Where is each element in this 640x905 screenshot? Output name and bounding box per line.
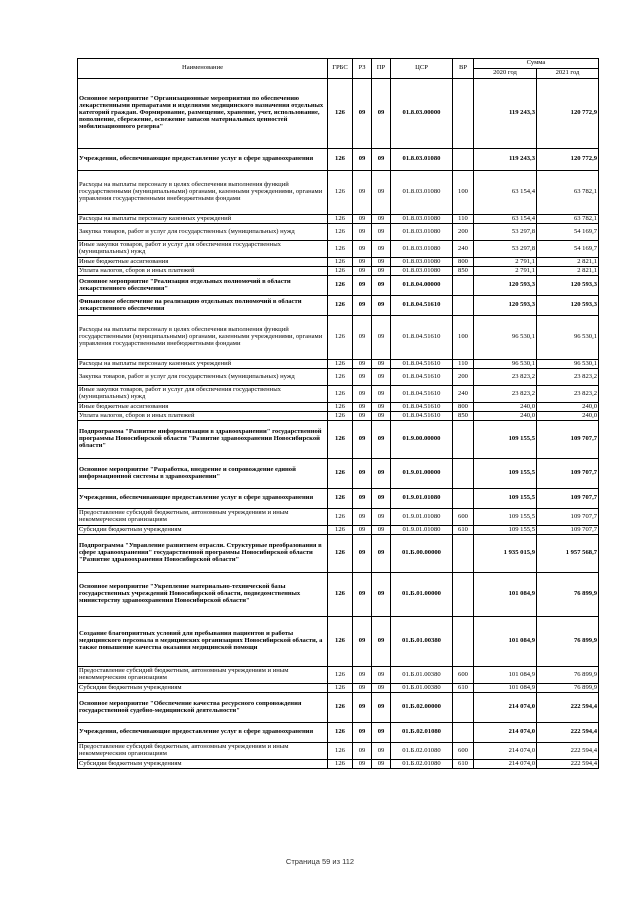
row-rz: 09: [353, 258, 372, 267]
row-csr: 01.8.03.01080: [391, 215, 453, 224]
row-grbs: 126: [328, 535, 353, 573]
row-rz: 09: [353, 241, 372, 258]
row-grbs: 126: [328, 489, 353, 509]
row-rz: 09: [353, 667, 372, 684]
row-amount-2021: 109 707,7: [537, 526, 599, 535]
row-vr: 800: [453, 403, 474, 412]
row-amount-2021: 2 821,1: [537, 258, 599, 267]
row-grbs: 126: [328, 617, 353, 667]
row-vr: [453, 573, 474, 617]
table-row: [78, 573, 599, 617]
row-amount-2020: 23 823,2: [474, 369, 537, 386]
row-pr: 09: [372, 509, 391, 526]
row-rz: 09: [353, 224, 372, 241]
row-csr: 01.8.03.00000: [391, 79, 453, 149]
row-vr: [453, 421, 474, 459]
row-vr: 600: [453, 509, 474, 526]
row-pr: 09: [372, 369, 391, 386]
table-row: [78, 723, 599, 743]
row-amount-2020: 2 791,1: [474, 258, 537, 267]
row-name: Расходы на выплаты персоналу в целях обеспечения выполнения функций государственными (муниципальными) органами, казенными учреждениями, органами управления государственными внебюджетными фондами: [78, 316, 328, 360]
row-pr: 09: [372, 743, 391, 760]
table-row: [78, 296, 599, 316]
row-pr: 09: [372, 267, 391, 276]
row-vr: 610: [453, 760, 474, 769]
header-year-2020: 2020 год: [474, 69, 537, 79]
row-name: Иные бюджетные ассигнования: [78, 258, 328, 267]
row-rz: 09: [353, 412, 372, 421]
row-rz: 09: [353, 360, 372, 369]
row-grbs: 126: [328, 267, 353, 276]
row-amount-2021: 240,0: [537, 403, 599, 412]
row-vr: [453, 723, 474, 743]
row-csr: 01.8.04.00000: [391, 276, 453, 296]
row-amount-2021: 120 772,9: [537, 79, 599, 149]
row-name: Субсидии бюджетным учреждениям: [78, 684, 328, 693]
row-amount-2020: 109 155,5: [474, 509, 537, 526]
row-name: Основное мероприятие "Организационные мероприятия по обеспечению лекарственными препаратами и изделиями медицинского назначения отдельных категорий граждан. Формирование, размещение, хранение, учет, использование, пополнение, сбережение, освежение запасов материальных ценностей мобилизационного резерва": [78, 79, 328, 149]
row-vr: [453, 459, 474, 489]
row-name: Предоставление субсидий бюджетным, автономным учреждениям и иным некоммерческим организациям: [78, 743, 328, 760]
table-row: [78, 276, 599, 296]
row-amount-2020: 109 155,5: [474, 526, 537, 535]
row-rz: 09: [353, 526, 372, 535]
header-pr: ПР: [372, 59, 391, 79]
row-amount-2020: 120 593,3: [474, 296, 537, 316]
row-grbs: 126: [328, 369, 353, 386]
row-name: Создание благоприятных условий для пребывания пациентов и работы медицинского персонала в медицинских организациях Новосибирской области, а также повышение качества оказания медицинской помощи: [78, 617, 328, 667]
row-rz: 09: [353, 403, 372, 412]
row-grbs: 126: [328, 743, 353, 760]
row-amount-2020: 119 243,3: [474, 79, 537, 149]
row-csr: 01.8.04.51610: [391, 296, 453, 316]
header-sum: Сумма: [474, 59, 599, 69]
row-vr: 200: [453, 369, 474, 386]
row-vr: 110: [453, 215, 474, 224]
row-grbs: 126: [328, 276, 353, 296]
row-name: Уплата налогов, сборов и иных платежей: [78, 412, 328, 421]
row-name: Основное мероприятие "Реализация отдельных полномочий в области лекарственного обеспечения": [78, 276, 328, 296]
row-csr: 01.Б.00.00000: [391, 535, 453, 573]
table-row: [78, 241, 599, 258]
row-grbs: 126: [328, 403, 353, 412]
row-amount-2021: 240,0: [537, 412, 599, 421]
row-name: Подпрограмма "Развитие информатизации в здравоохранении" государственной программы Новосибирской области "Развитие здравоохранения Новосибирской области": [78, 421, 328, 459]
row-amount-2020: 101 084,9: [474, 667, 537, 684]
budget-table: [77, 58, 599, 769]
row-grbs: 126: [328, 360, 353, 369]
row-rz: 09: [353, 171, 372, 215]
table-row: [78, 360, 599, 369]
row-rz: 09: [353, 535, 372, 573]
row-amount-2021: 109 707,7: [537, 509, 599, 526]
row-amount-2020: 101 084,9: [474, 684, 537, 693]
row-amount-2021: 76 899,9: [537, 573, 599, 617]
row-pr: 09: [372, 403, 391, 412]
row-csr: 01.Б.01.00380: [391, 684, 453, 693]
row-name: Иные бюджетные ассигнования: [78, 403, 328, 412]
row-pr: 09: [372, 760, 391, 769]
table-row: [78, 667, 599, 684]
row-amount-2021: 1 957 568,7: [537, 535, 599, 573]
table-row: [78, 316, 599, 360]
row-rz: 09: [353, 573, 372, 617]
row-grbs: 126: [328, 224, 353, 241]
row-vr: 600: [453, 743, 474, 760]
table-row: [78, 760, 599, 769]
row-vr: 110: [453, 360, 474, 369]
row-rz: 09: [353, 369, 372, 386]
row-amount-2020: 101 084,9: [474, 573, 537, 617]
row-amount-2020: 2 791,1: [474, 267, 537, 276]
row-name: Учреждения, обеспечивающие предоставление услуг в сфере здравоохранения: [78, 723, 328, 743]
row-pr: 09: [372, 693, 391, 723]
row-name: Расходы на выплаты персоналу в целях обеспечения выполнения функций государственными (муниципальными) органами, казенными учреждениями, органами управления государственными внебюджетными фондами: [78, 171, 328, 215]
row-pr: 09: [372, 723, 391, 743]
row-amount-2021: 96 530,1: [537, 360, 599, 369]
row-amount-2021: 222 594,4: [537, 693, 599, 723]
row-amount-2021: 109 707,7: [537, 459, 599, 489]
row-name: Закупка товаров, работ и услуг для государственных (муниципальных) нужд: [78, 224, 328, 241]
row-pr: 09: [372, 386, 391, 403]
row-vr: 610: [453, 684, 474, 693]
row-name: Учреждения, обеспечивающие предоставление услуг в сфере здравоохранения: [78, 489, 328, 509]
row-rz: 09: [353, 386, 372, 403]
table-row: [78, 171, 599, 215]
row-csr: 01.8.03.01080: [391, 267, 453, 276]
table-row: [78, 421, 599, 459]
table-row: [78, 526, 599, 535]
row-csr: 01.8.04.51610: [391, 369, 453, 386]
row-amount-2020: 240,0: [474, 412, 537, 421]
row-grbs: 126: [328, 459, 353, 489]
row-amount-2020: 214 074,0: [474, 760, 537, 769]
table-row: [78, 149, 599, 171]
row-csr: 01.9.01.01080: [391, 489, 453, 509]
row-csr: 01.8.03.01080: [391, 258, 453, 267]
header-row: [78, 59, 599, 69]
table-row: [78, 509, 599, 526]
row-vr: [453, 149, 474, 171]
page-number: Страница 59 из 112: [285, 857, 355, 866]
row-grbs: 126: [328, 684, 353, 693]
row-amount-2021: 54 169,7: [537, 241, 599, 258]
row-name: Расходы на выплаты персоналу казенных учреждений: [78, 360, 328, 369]
row-name: Предоставление субсидий бюджетным, автономным учреждениям и иным некоммерческим организациям: [78, 509, 328, 526]
table-row: [78, 215, 599, 224]
row-vr: 850: [453, 267, 474, 276]
row-amount-2021: 120 593,3: [537, 296, 599, 316]
row-csr: 01.9.01.00000: [391, 459, 453, 489]
row-grbs: 126: [328, 296, 353, 316]
row-csr: 01.8.04.51610: [391, 412, 453, 421]
row-amount-2020: 96 530,1: [474, 360, 537, 369]
row-vr: [453, 79, 474, 149]
row-grbs: 126: [328, 241, 353, 258]
table-row: [78, 617, 599, 667]
row-name: Субсидии бюджетным учреждениям: [78, 526, 328, 535]
row-pr: 09: [372, 684, 391, 693]
row-grbs: 126: [328, 573, 353, 617]
row-amount-2020: 53 297,8: [474, 224, 537, 241]
row-amount-2021: 222 594,4: [537, 743, 599, 760]
row-vr: 100: [453, 171, 474, 215]
row-vr: 850: [453, 412, 474, 421]
table-row: [78, 267, 599, 276]
row-vr: [453, 535, 474, 573]
row-grbs: 126: [328, 171, 353, 215]
row-pr: 09: [372, 316, 391, 360]
row-pr: 09: [372, 224, 391, 241]
row-csr: 01.8.04.51610: [391, 316, 453, 360]
row-pr: 09: [372, 459, 391, 489]
row-amount-2020: 240,0: [474, 403, 537, 412]
header-csr: ЦСР: [391, 59, 453, 79]
table-row: [78, 403, 599, 412]
row-name: Финансовое обеспечение на реализацию отдельных полномочий в области лекарственного обеспечения: [78, 296, 328, 316]
row-grbs: 126: [328, 693, 353, 723]
table-row: [78, 684, 599, 693]
header-vr: ВР: [453, 59, 474, 79]
row-pr: 09: [372, 360, 391, 369]
row-amount-2021: 2 821,1: [537, 267, 599, 276]
row-pr: 09: [372, 276, 391, 296]
row-rz: 09: [353, 276, 372, 296]
row-rz: 09: [353, 617, 372, 667]
row-rz: 09: [353, 509, 372, 526]
row-amount-2021: 54 169,7: [537, 224, 599, 241]
row-amount-2021: 23 823,2: [537, 386, 599, 403]
row-csr: 01.Б.01.00380: [391, 667, 453, 684]
row-vr: 610: [453, 526, 474, 535]
row-csr: 01.8.04.51610: [391, 360, 453, 369]
row-amount-2021: 222 594,4: [537, 723, 599, 743]
row-amount-2020: 63 154,4: [474, 215, 537, 224]
row-csr: 01.Б.02.01080: [391, 760, 453, 769]
row-pr: 09: [372, 296, 391, 316]
row-csr: 01.Б.02.01080: [391, 743, 453, 760]
table-row: [78, 258, 599, 267]
row-name: Иные закупки товаров, работ и услуг для обеспечения государственных (муниципальных) нужд: [78, 386, 328, 403]
row-pr: 09: [372, 526, 391, 535]
row-amount-2021: 120 772,9: [537, 149, 599, 171]
row-grbs: 126: [328, 760, 353, 769]
table-body: [78, 79, 599, 769]
row-pr: 09: [372, 535, 391, 573]
row-pr: 09: [372, 573, 391, 617]
row-amount-2020: 53 297,8: [474, 241, 537, 258]
row-amount-2021: 76 899,9: [537, 667, 599, 684]
row-csr: 01.9.01.01080: [391, 509, 453, 526]
row-name: Уплата налогов, сборов и иных платежей: [78, 267, 328, 276]
row-grbs: 126: [328, 258, 353, 267]
row-amount-2020: 109 155,5: [474, 421, 537, 459]
row-csr: 01.8.04.51610: [391, 386, 453, 403]
row-grbs: 126: [328, 215, 353, 224]
row-rz: 09: [353, 79, 372, 149]
row-vr: [453, 617, 474, 667]
table-row: [78, 412, 599, 421]
row-csr: 01.8.03.01080: [391, 149, 453, 171]
header-name: Наименование: [78, 59, 328, 79]
row-amount-2021: 63 782,1: [537, 171, 599, 215]
table-row: [78, 693, 599, 723]
row-vr: 100: [453, 316, 474, 360]
row-grbs: 126: [328, 386, 353, 403]
row-pr: 09: [372, 489, 391, 509]
row-name: Субсидии бюджетным учреждениям: [78, 760, 328, 769]
row-grbs: 126: [328, 667, 353, 684]
row-name: Закупка товаров, работ и услуг для государственных (муниципальных) нужд: [78, 369, 328, 386]
row-vr: 200: [453, 224, 474, 241]
row-rz: 09: [353, 459, 372, 489]
row-amount-2020: 214 074,0: [474, 723, 537, 743]
row-rz: 09: [353, 489, 372, 509]
row-amount-2021: 76 899,9: [537, 684, 599, 693]
row-grbs: 126: [328, 412, 353, 421]
row-grbs: 126: [328, 509, 353, 526]
row-rz: 09: [353, 760, 372, 769]
row-amount-2020: 1 935 015,9: [474, 535, 537, 573]
row-pr: 09: [372, 421, 391, 459]
row-amount-2020: 214 074,0: [474, 693, 537, 723]
table-row: [78, 743, 599, 760]
row-pr: 09: [372, 617, 391, 667]
row-amount-2021: 63 782,1: [537, 215, 599, 224]
row-vr: [453, 693, 474, 723]
row-csr: 01.9.01.01080: [391, 526, 453, 535]
row-name: Предоставление субсидий бюджетным, автономным учреждениям и иным некоммерческим организациям: [78, 667, 328, 684]
row-grbs: 126: [328, 421, 353, 459]
row-amount-2020: 109 155,5: [474, 489, 537, 509]
row-amount-2020: 23 823,2: [474, 386, 537, 403]
row-amount-2020: 109 155,5: [474, 459, 537, 489]
row-pr: 09: [372, 171, 391, 215]
row-amount-2020: 96 530,1: [474, 316, 537, 360]
header-grbs: ГРБС: [328, 59, 353, 79]
row-rz: 09: [353, 296, 372, 316]
row-csr: 01.Б.02.00000: [391, 693, 453, 723]
table-row: [78, 224, 599, 241]
row-csr: 01.8.03.01080: [391, 224, 453, 241]
row-csr: 01.Б.02.01080: [391, 723, 453, 743]
row-vr: 600: [453, 667, 474, 684]
row-csr: 01.8.03.01080: [391, 171, 453, 215]
row-rz: 09: [353, 215, 372, 224]
row-pr: 09: [372, 241, 391, 258]
row-name: Основное мероприятие "Обеспечение качества ресурсного сопровождения государственной судебно-медицинской деятельности": [78, 693, 328, 723]
row-vr: [453, 296, 474, 316]
row-amount-2020: 63 154,4: [474, 171, 537, 215]
row-amount-2020: 120 593,3: [474, 276, 537, 296]
row-rz: 09: [353, 743, 372, 760]
row-rz: 09: [353, 267, 372, 276]
row-amount-2021: 109 707,7: [537, 421, 599, 459]
row-vr: [453, 276, 474, 296]
row-name: Расходы на выплаты персоналу казенных учреждений: [78, 215, 328, 224]
header-rz: РЗ: [353, 59, 372, 79]
table-row: [78, 459, 599, 489]
table-row: [78, 79, 599, 149]
row-rz: 09: [353, 693, 372, 723]
row-pr: 09: [372, 149, 391, 171]
row-pr: 09: [372, 667, 391, 684]
row-csr: 01.9.00.00000: [391, 421, 453, 459]
row-amount-2020: 119 243,3: [474, 149, 537, 171]
row-grbs: 126: [328, 79, 353, 149]
row-pr: 09: [372, 215, 391, 224]
row-pr: 09: [372, 258, 391, 267]
row-vr: 240: [453, 241, 474, 258]
row-vr: 800: [453, 258, 474, 267]
row-csr: 01.8.04.51610: [391, 403, 453, 412]
row-grbs: 126: [328, 723, 353, 743]
row-vr: [453, 489, 474, 509]
row-rz: 09: [353, 684, 372, 693]
row-name: Учреждения, обеспечивающие предоставление услуг в сфере здравоохранения: [78, 149, 328, 171]
row-amount-2020: 101 084,9: [474, 617, 537, 667]
table-row: [78, 489, 599, 509]
header-year-2021: 2021 год: [537, 69, 599, 79]
table-row: [78, 369, 599, 386]
row-name: Подпрограмма "Управление развитием отрасли. Структурные преобразования в сфере здравоохранения" государственной программы Новосибирской области "Развитие здравоохранения Новосибирской области": [78, 535, 328, 573]
row-csr: 01.Б.01.00000: [391, 573, 453, 617]
row-amount-2021: 109 707,7: [537, 489, 599, 509]
row-pr: 09: [372, 412, 391, 421]
row-name: Иные закупки товаров, работ и услуг для обеспечения государственных (муниципальных) нужд: [78, 241, 328, 258]
row-rz: 09: [353, 149, 372, 171]
row-grbs: 126: [328, 149, 353, 171]
row-name: Основное мероприятие "Укрепление материально-технической базы государственных учреждений Новосибирской области, подведомственных министерству здравоохранения Новосибирской области": [78, 573, 328, 617]
row-pr: 09: [372, 79, 391, 149]
row-amount-2021: 23 823,2: [537, 369, 599, 386]
row-amount-2020: 214 074,0: [474, 743, 537, 760]
row-grbs: 126: [328, 526, 353, 535]
row-rz: 09: [353, 421, 372, 459]
row-amount-2021: 96 530,1: [537, 316, 599, 360]
table-row: [78, 386, 599, 403]
row-vr: 240: [453, 386, 474, 403]
row-grbs: 126: [328, 316, 353, 360]
row-csr: 01.8.03.01080: [391, 241, 453, 258]
row-amount-2021: 76 899,9: [537, 617, 599, 667]
row-amount-2021: 222 594,4: [537, 760, 599, 769]
table-row: [78, 535, 599, 573]
row-rz: 09: [353, 316, 372, 360]
row-amount-2021: 120 593,3: [537, 276, 599, 296]
row-rz: 09: [353, 723, 372, 743]
row-csr: 01.Б.01.00380: [391, 617, 453, 667]
row-name: Основное мероприятие "Разработка, внедрение и сопровождение единой информационной системы в здравоохранении": [78, 459, 328, 489]
